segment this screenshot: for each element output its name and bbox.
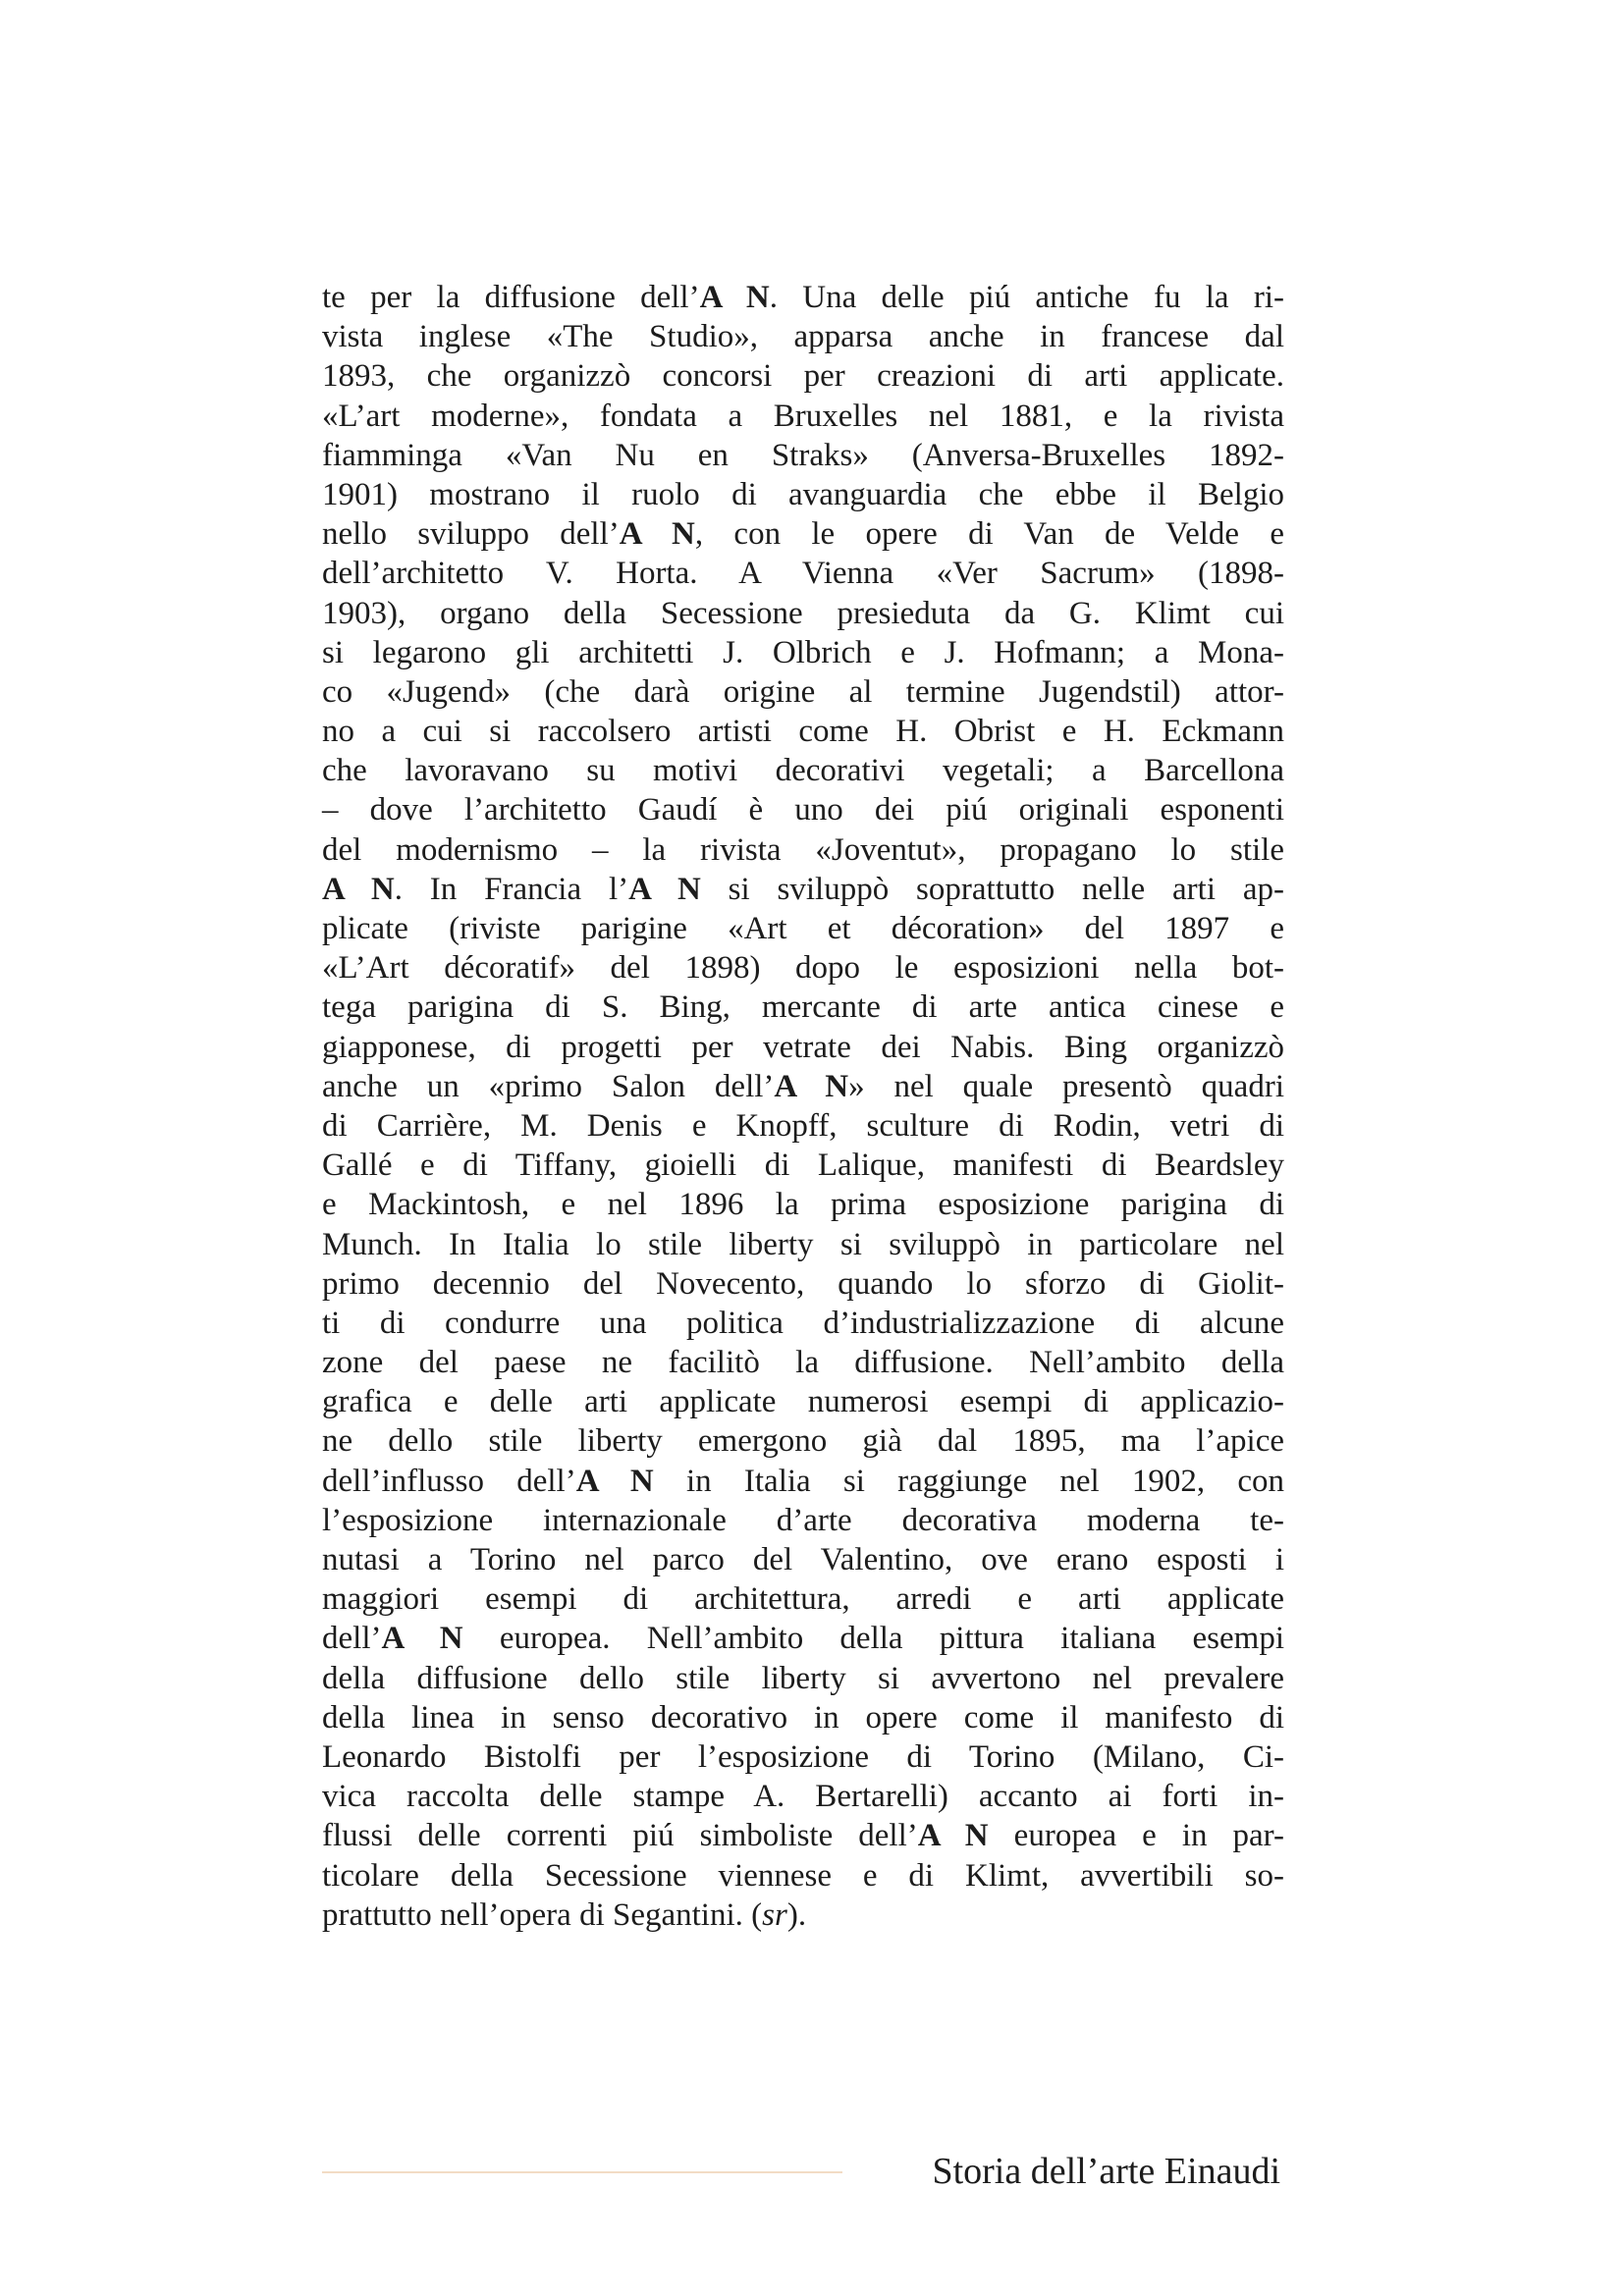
text-run: tega parigina di S. Bing, mercante di arte antica cinese e: [322, 989, 1284, 1026]
text-run: si sviluppò soprattutto nelle arti ap-: [700, 871, 1285, 907]
text-line: [322, 356, 1284, 396]
text-line: [322, 1501, 1284, 1540]
text-run: , con le opere di Van de Velde e: [694, 516, 1284, 553]
text-line: [322, 1343, 1284, 1382]
text-run: «L’Art décoratif» del 1898) dopo le esposizioni nella bot-: [322, 950, 1284, 987]
text-line: [322, 1146, 1284, 1185]
text-run: dell’influsso dell’: [322, 1463, 576, 1499]
text-line: [322, 1737, 1284, 1777]
text-run: ne dello stile liberty emergono già dal 1895, ma l’apice: [322, 1423, 1284, 1460]
text-run: nello sviluppo dell’: [322, 516, 620, 553]
text-run: fiamminga «Van Nu en Straks» (Anversa-Bruxelles 1892-: [322, 437, 1284, 473]
text-run: in Italia si raggiunge nel 1902, con: [653, 1463, 1284, 1499]
text-line: [322, 1462, 1284, 1501]
text-line: [322, 594, 1284, 633]
text-line: [322, 1225, 1284, 1264]
text-run: maggiori esempi di architettura, arredi e arti applicate: [322, 1581, 1284, 1618]
text-line: [322, 830, 1284, 870]
text-run: co «Jugend» (che darà origine al termine Jugendstil) attor-: [322, 673, 1284, 710]
text-run: . In Francia l’: [394, 871, 629, 907]
entry-abbrev: A N: [322, 871, 395, 907]
text-line: [322, 397, 1284, 436]
text-run: del modernismo – la rivista «Joventut», propagano lo stile: [322, 831, 1284, 868]
text-line: [322, 909, 1284, 948]
body-text: [322, 278, 1284, 1935]
text-line: [322, 633, 1284, 672]
text-run: ti di condurre una politica d’industrializzazione di alcune: [322, 1305, 1284, 1341]
author-initials: sr: [762, 1896, 787, 1933]
text-run: ticolare della Secessione viennese e di Klimt, avvertibili so-: [322, 1857, 1284, 1894]
text-line: [322, 514, 1284, 554]
entry-abbrev: A N: [575, 1463, 654, 1499]
text-line: [322, 1540, 1284, 1579]
text-run: ).: [786, 1896, 807, 1933]
text-run: prattutto nell’opera di Segantini. (: [322, 1896, 763, 1933]
text-run: dell’: [322, 1621, 382, 1657]
text-run: e Mackintosh, e nel 1896 la prima esposizione parigina di: [322, 1187, 1284, 1223]
text-line: [322, 1028, 1284, 1067]
footer-rule: [322, 2171, 842, 2173]
text-line: [322, 1777, 1284, 1816]
text-line: [322, 1619, 1284, 1658]
text-run: giapponese, di progetti per vetrate dei Nabis. Bing organizzò: [322, 1029, 1284, 1065]
text-run: dell’architetto V. Horta. A Vienna «Ver Sacrum» (1898-: [322, 556, 1284, 592]
text-line: [322, 948, 1284, 988]
text-line: [322, 1896, 1284, 1935]
text-run: . Una delle piú antiche fu la ri-: [769, 280, 1285, 315]
text-run: – dove l’architetto Gaudí è uno dei piú originali esponenti: [322, 792, 1284, 828]
text-run: l’esposizione internazionale d’arte decorativa moderna te-: [322, 1502, 1284, 1538]
text-run: flussi delle correnti piú simboliste dell’: [322, 1818, 918, 1854]
text-line: [322, 436, 1284, 475]
entry-abbrev: A N: [628, 871, 701, 907]
text-line: [322, 712, 1284, 751]
entry-abbrev: A N: [699, 280, 770, 315]
text-line: [322, 988, 1284, 1027]
text-run: zone del paese ne facilitò la diffusione. Nell’ambito della: [322, 1345, 1284, 1381]
text-run: della linea in senso decorativo in opere come il manifesto di: [322, 1699, 1284, 1735]
text-run: della diffusione dello stile liberty si avvertono nel prevalere: [322, 1660, 1284, 1696]
text-run: si legarono gli architetti J. Olbrich e J. Hofmann; a Mona-: [322, 634, 1284, 670]
text-run: vica raccolta delle stampe A. Bertarelli) accanto ai forti in-: [322, 1779, 1284, 1815]
text-line: [322, 1067, 1284, 1106]
footer-publisher: Storia dell’arte Einaudi: [932, 2151, 1280, 2192]
text-line: [322, 751, 1284, 790]
text-run: 1901) mostrano il ruolo di avanguardia che ebbe il Belgio: [322, 476, 1284, 512]
text-run: di Carrière, M. Denis e Knopff, sculture di Rodin, vetri di: [322, 1107, 1284, 1144]
text-line: [322, 1382, 1284, 1421]
text-line: [322, 1421, 1284, 1461]
entry-abbrev: A N: [774, 1068, 849, 1104]
text-line: [322, 1264, 1284, 1304]
text-run: grafica e delle arti applicate numerosi esempi di applicazio-: [322, 1384, 1284, 1420]
text-line: [322, 1698, 1284, 1737]
text-line: [322, 1816, 1284, 1855]
text-run: te per la diffusione dell’: [322, 280, 700, 315]
text-run: vista inglese «The Studio», apparsa anche in francese dal: [322, 319, 1284, 355]
entry-abbrev: A N: [619, 516, 695, 553]
text-run: plicate (riviste parigine «Art et décoration» del 1897 e: [322, 911, 1284, 946]
text-run: anche un «primo Salon dell’: [322, 1068, 775, 1104]
text-run: no a cui si raccolsero artisti come H. Obrist e H. Eckmann: [322, 714, 1284, 750]
text-run: 1903), organo della Secessione presieduta da G. Klimt cui: [322, 595, 1284, 631]
entry-abbrev: A N: [917, 1818, 989, 1854]
text-line: [322, 1185, 1284, 1224]
text-line: [322, 1106, 1284, 1146]
text-run: 1893, che organizzò concorsi per creazioni di arti applicate.: [322, 358, 1284, 395]
text-line: [322, 317, 1284, 356]
text-line: [322, 475, 1284, 514]
text-run: «L’art moderne», fondata a Bruxelles nel 1881, e la rivista: [322, 398, 1284, 434]
text-line: [322, 790, 1284, 829]
text-run: Munch. In Italia lo stile liberty si sviluppò in particolare nel: [322, 1226, 1284, 1262]
text-line: [322, 1856, 1284, 1896]
text-line: [322, 672, 1284, 712]
text-line: [322, 1579, 1284, 1619]
text-line: [322, 278, 1284, 317]
text-line: [322, 1304, 1284, 1343]
text-run: europea e in par-: [988, 1818, 1284, 1854]
text-run: europea. Nell’ambito della pittura italiana esempi: [462, 1621, 1285, 1657]
entry-abbrev: A N: [381, 1621, 463, 1657]
text-line: [322, 1659, 1284, 1698]
text-run: Leonardo Bistolfi per l’esposizione di Torino (Milano, Ci-: [322, 1738, 1284, 1775]
text-run: Gallé e di Tiffany, gioielli di Lalique, manifesti di Beardsley: [322, 1148, 1284, 1184]
text-run: che lavoravano su motivi decorativi vegetali; a Barcellona: [322, 753, 1284, 789]
text-run: » nel quale presentò quadri: [848, 1068, 1284, 1104]
text-line: [322, 554, 1284, 593]
text-run: primo decennio del Novecento, quando lo sforzo di Giolit-: [322, 1265, 1284, 1302]
text-line: [322, 870, 1284, 909]
text-run: nutasi a Torino nel parco del Valentino, ove erano esposti i: [322, 1542, 1284, 1577]
